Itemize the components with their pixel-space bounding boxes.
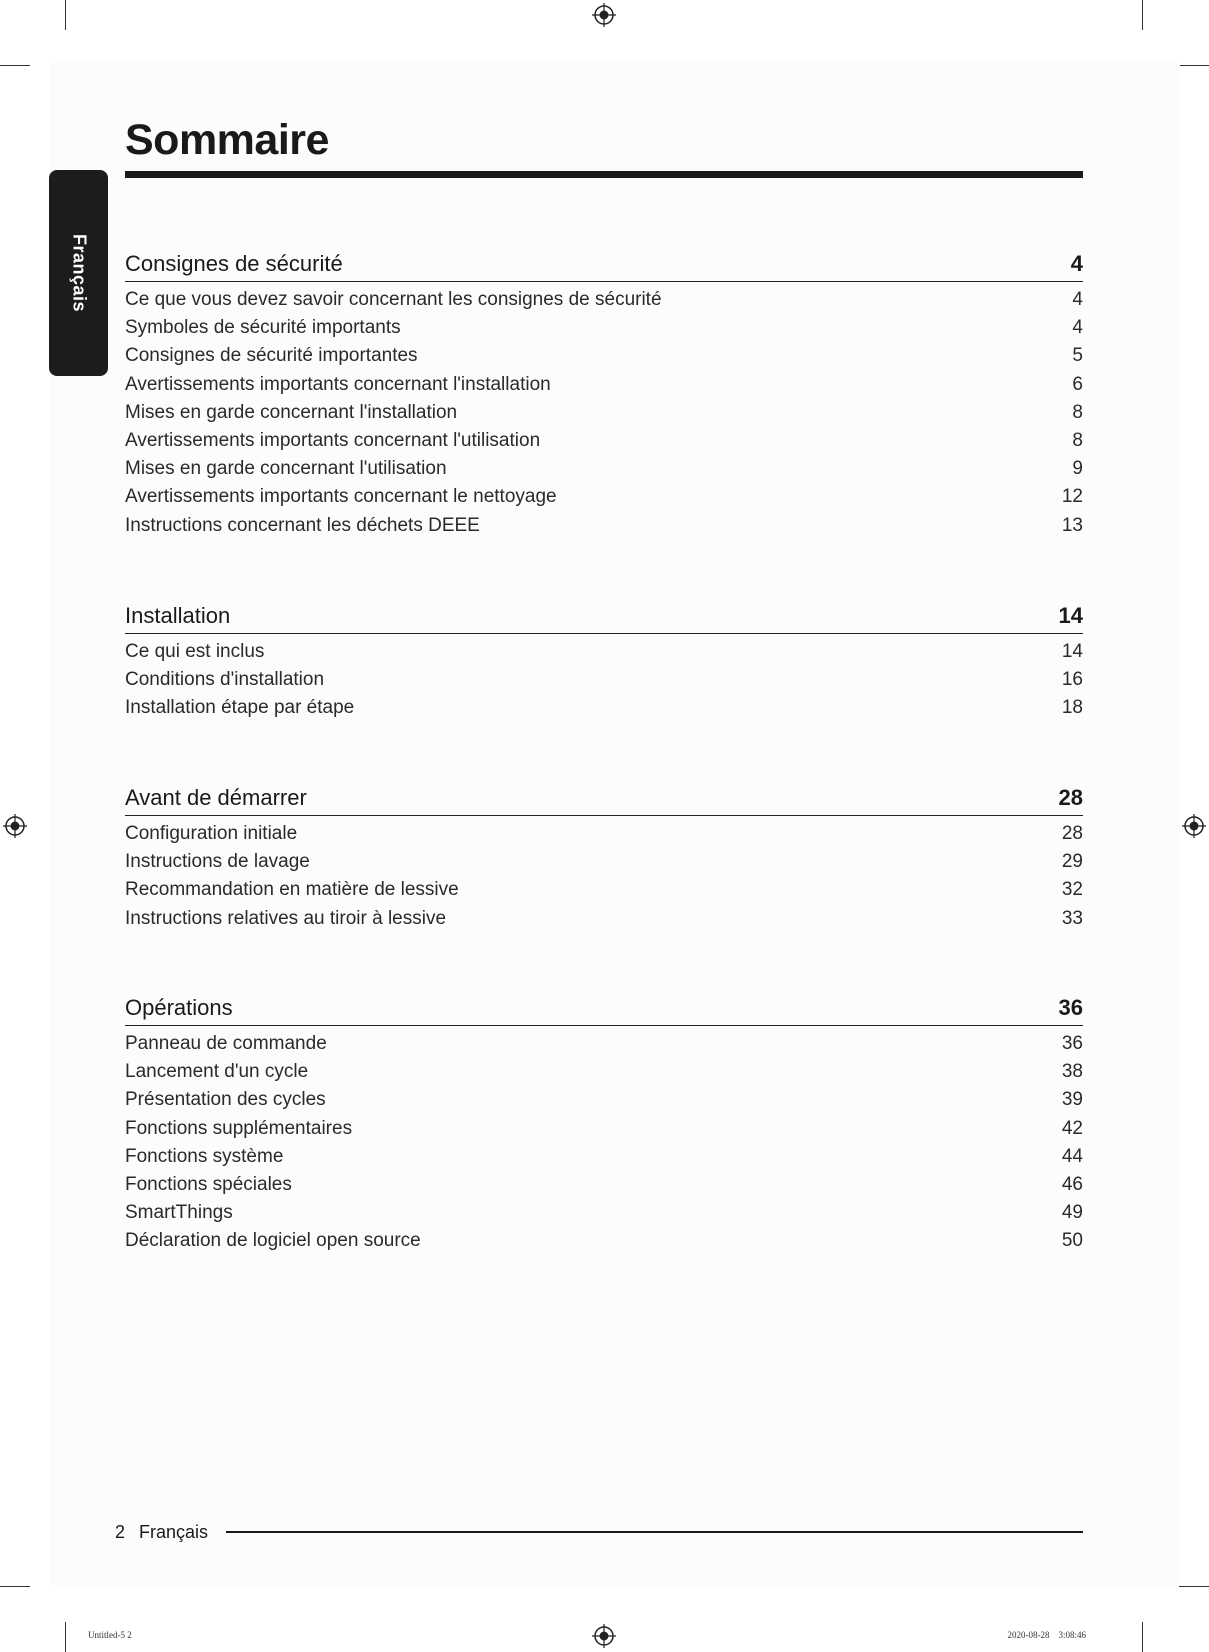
toc-entry-page: 38 (1061, 1061, 1083, 1083)
toc-entry[interactable] (125, 694, 1083, 722)
toc-entry-label: Consignes de sécurité importantes (125, 345, 418, 367)
section-page: 4 (1070, 251, 1083, 276)
section-title: Avant de démarrer (125, 785, 307, 810)
crop-mark (0, 65, 30, 66)
toc-entry-page: 32 (1061, 879, 1083, 901)
toc-entry-label: Configuration initiale (125, 823, 298, 845)
toc-entry-page: 50 (1061, 1230, 1083, 1252)
toc-entry-label: Fonctions système (125, 1145, 284, 1167)
toc-entry[interactable] (125, 286, 1083, 314)
toc-entry-label: Lancement d'un cycle (125, 1061, 309, 1083)
print-slug-left: Untitled-5 2 (88, 1630, 132, 1640)
toc-entry[interactable] (125, 371, 1083, 399)
toc-entry-label: Mises en garde concernant l'utilisation (125, 458, 447, 480)
toc-entry-label: Ce qui est inclus (125, 641, 265, 663)
toc-entry[interactable] (125, 905, 1083, 933)
toc-entry[interactable] (125, 342, 1083, 370)
toc-entry-label: Avertissements importants concernant le nettoyage (125, 486, 557, 508)
toc-entry-label: Fonctions spéciales (125, 1174, 292, 1196)
toc-entry-page: 4 (1072, 289, 1083, 311)
toc-entry[interactable] (125, 666, 1083, 694)
toc-entry-page: 14 (1061, 641, 1083, 663)
toc-entry[interactable] (125, 427, 1083, 455)
side-tab-label: Français (69, 233, 89, 313)
toc-entry[interactable] (125, 1030, 1083, 1058)
toc-entry-label: Ce que vous devez savoir concernant les consignes de sécurité (125, 289, 662, 311)
toc-entry-label: Recommandation en matière de lessive (125, 879, 459, 901)
toc-entry-label: Conditions d'installation (125, 669, 325, 691)
toc-entry-label: Fonctions supplémentaires (125, 1117, 353, 1139)
toc-entry-label: Instructions relatives au tiroir à lessive (125, 907, 447, 929)
section-page: 14 (1058, 603, 1083, 628)
toc-section (125, 777, 1083, 933)
toc-entry-page: 4 (1072, 317, 1083, 339)
crop-mark (1179, 65, 1209, 66)
footer-page-number: 2 (115, 1521, 126, 1542)
toc-entry-page: 16 (1061, 669, 1083, 691)
crop-mark (1179, 1586, 1209, 1587)
section-header[interactable] (125, 243, 1083, 282)
toc-entry-page: 18 (1061, 697, 1083, 719)
toc-entry-label: Avertissements importants concernant l'installation (125, 373, 551, 395)
crop-mark (0, 1586, 30, 1587)
toc-entry[interactable] (125, 876, 1083, 904)
toc-entry-page: 46 (1061, 1174, 1083, 1196)
toc-entry[interactable] (125, 1058, 1083, 1086)
toc-entry[interactable] (125, 1227, 1083, 1255)
registration-mark-icon (1182, 814, 1206, 838)
toc-entry-label: Panneau de commande (125, 1033, 327, 1055)
toc-entry-page: 9 (1072, 458, 1083, 480)
section-title: Opérations (125, 995, 233, 1020)
toc-entry-label: Présentation des cycles (125, 1089, 326, 1111)
toc-entry-page: 13 (1061, 514, 1083, 536)
footer-language: Français (139, 1521, 209, 1542)
toc-entry-page: 49 (1061, 1202, 1083, 1224)
toc-entry[interactable] (125, 512, 1083, 540)
registration-mark-icon (592, 3, 616, 27)
print-slug-right: 2020-08-28 3:08:46 (1007, 1630, 1086, 1640)
toc-entry-page: 39 (1061, 1089, 1083, 1111)
toc-entry-label: Instructions concernant les déchets DEEE (125, 514, 480, 536)
toc-entry-label: Installation étape par étape (125, 697, 355, 719)
toc-section (125, 595, 1083, 723)
crop-mark (65, 1622, 66, 1652)
toc-entry-page: 28 (1061, 823, 1083, 845)
registration-mark-icon (592, 1624, 616, 1648)
crop-mark (1142, 1622, 1143, 1652)
section-title: Installation (125, 603, 231, 628)
footer-rule (226, 1531, 1083, 1533)
toc-entry[interactable] (125, 638, 1083, 666)
toc-entry-page: 36 (1061, 1033, 1083, 1055)
section-page: 28 (1058, 785, 1083, 810)
page-title: Sommaire (125, 116, 329, 164)
toc-entry-page: 29 (1061, 851, 1083, 873)
toc-entry-label: Instructions de lavage (125, 851, 310, 873)
toc-section (125, 987, 1083, 1256)
crop-mark (65, 0, 66, 30)
section-header[interactable] (125, 987, 1083, 1026)
page-footer (115, 1520, 1083, 1544)
toc-entry-page: 8 (1072, 430, 1083, 452)
toc-entry-page: 6 (1072, 373, 1083, 395)
toc-entry-page: 5 (1072, 345, 1083, 367)
toc-entry[interactable] (125, 1086, 1083, 1114)
toc-entry-page: 12 (1061, 486, 1083, 508)
toc-entry-page: 8 (1072, 401, 1083, 423)
registration-mark-icon (3, 814, 27, 838)
section-header[interactable] (125, 595, 1083, 634)
toc-entry-page: 44 (1061, 1145, 1083, 1167)
toc-entry[interactable] (125, 1171, 1083, 1199)
toc-entry[interactable] (125, 848, 1083, 876)
language-side-tab (49, 170, 108, 376)
section-page: 36 (1058, 995, 1083, 1020)
crop-mark (1142, 0, 1143, 30)
toc-entry[interactable] (125, 455, 1083, 483)
toc-section (125, 243, 1083, 540)
toc-entry-label: Mises en garde concernant l'installation (125, 401, 458, 423)
toc-entry-label: Symboles de sécurité importants (125, 317, 401, 339)
title-divider (125, 171, 1083, 178)
toc-entry-page: 33 (1061, 907, 1083, 929)
toc-entry-page: 42 (1061, 1117, 1083, 1139)
section-header[interactable] (125, 777, 1083, 816)
toc-entry-label: SmartThings (125, 1202, 233, 1224)
toc-entry[interactable] (125, 820, 1083, 848)
section-title: Consignes de sécurité (125, 251, 343, 276)
toc-entry[interactable] (125, 1199, 1083, 1227)
toc-entry[interactable] (125, 1143, 1083, 1171)
toc-entry[interactable] (125, 483, 1083, 511)
toc-entry[interactable] (125, 399, 1083, 427)
toc-entry-label: Avertissements importants concernant l'utilisation (125, 430, 541, 452)
toc-entry-label: Déclaration de logiciel open source (125, 1230, 421, 1252)
toc-entry[interactable] (125, 1115, 1083, 1143)
toc-entry[interactable] (125, 314, 1083, 342)
